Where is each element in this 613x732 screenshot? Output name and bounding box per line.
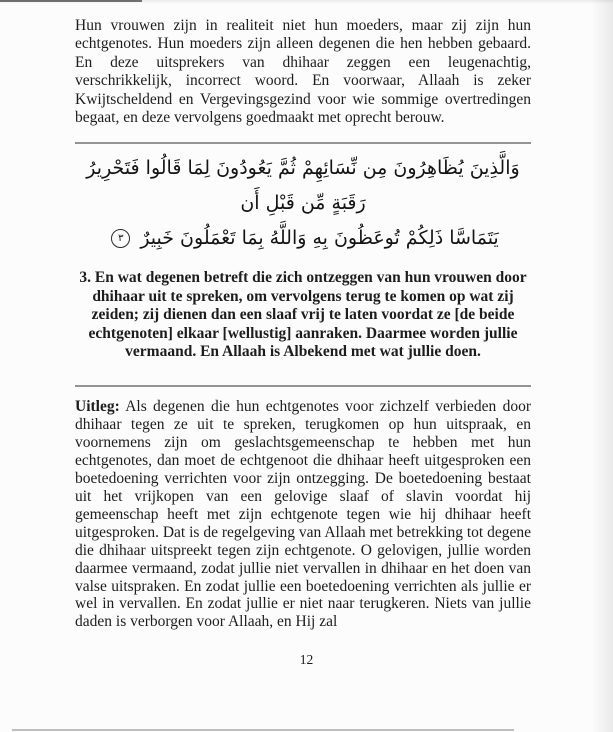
- ayah-number-badge: ٣: [111, 229, 130, 248]
- arabic-verse-line-2-wrap: [75, 221, 531, 256]
- explanation-text: Als degenen die hun echtgenotes voor zichzelf verbieden door dhihaar tegen ze uit te spreken, terugkomen op hun uitspraak, en voornemens zijn om geslachtsgemeenschap te hebben met hun echtgenotes, dan moet de echtgenoot die dhihaar heeft uitgesproken een boetedoening verrichten voor zijn ontzegging. De boetedoening bestaat uit het vrijkopen van een gelovige slaaf of slavin voordat hij gemeenschap heeft met zijn echtgenote tegen wie hij dhihaar heeft uitgesproken. Dat is de regelgeving van Allaah met betrekking tot degene die dhihaar uitspreekt tegen zijn echtgenote. O gelovigen, jullie worden daarmee vermaand, zodat jullie niet vervallen in dhihaar en het doen van valse uitspraken. En zodat jullie een boetedoening verrichten als jullie er wel in vervallen. En zodat jullie er niet naar terugkeren. Niets van jullie daden is verborgen voor Allaah, en Hij zal: [75, 398, 531, 631]
- arabic-verse: [75, 151, 531, 256]
- arabic-verse-line-2: يَتَمَاسَّا ذَلِكُمْ تُوعَظُونَ بِهِ وَاللَّهُ بِمَا تَعْمَلُونَ خَبِيرٌ: [140, 227, 499, 250]
- explanation-label: Uitleg:: [75, 398, 120, 416]
- section-divider-top: [75, 142, 531, 144]
- page-number: 12: [299, 652, 314, 667]
- intro-paragraph: Hun vrouwen zijn in realiteit niet hun moeders, maar zij zijn hun echtgenotes. Hun moeders zijn alleen degenen die hen hebben gebaard. En deze uitsprekers van dhihaar zeggen een leugenachtig, verschrikkelijk, incorrect woord. En voorwaar, Allaah is zeker Kwijtscheldend en Vergevingsgezind voor wie sommige overtredingen begaat, en deze vervolgens goedmaakt met oprecht berouw.: [75, 17, 531, 127]
- scan-artifact-bottom: [12, 729, 514, 731]
- explanation-paragraph: [75, 398, 531, 631]
- arabic-verse-line-1: وَالَّذِينَ يُظَاهِرُونَ مِن نِّسَائِهِمْ ثُمَّ يَعُودُونَ لِمَا قَالُوا فَتَحْرِيرُ رَقَبَةٍ مِّن قَبْلِ أَن: [86, 157, 520, 215]
- verse-translation: 3. En wat degenen betreft die zich ontzeggen van hun vrouwen door dhihaar uit te spreken, om vervolgens terug te komen op wat zij zeiden; zij dienen dan een slaaf vrij te laten voordat ze [de beide echtgenoten] elkaar [wellustig] aanraken. Daarmee worden jullie vermaand. En Allaah is Albekend met wat jullie doen.: [79, 269, 527, 361]
- section-divider-bottom: [75, 385, 531, 387]
